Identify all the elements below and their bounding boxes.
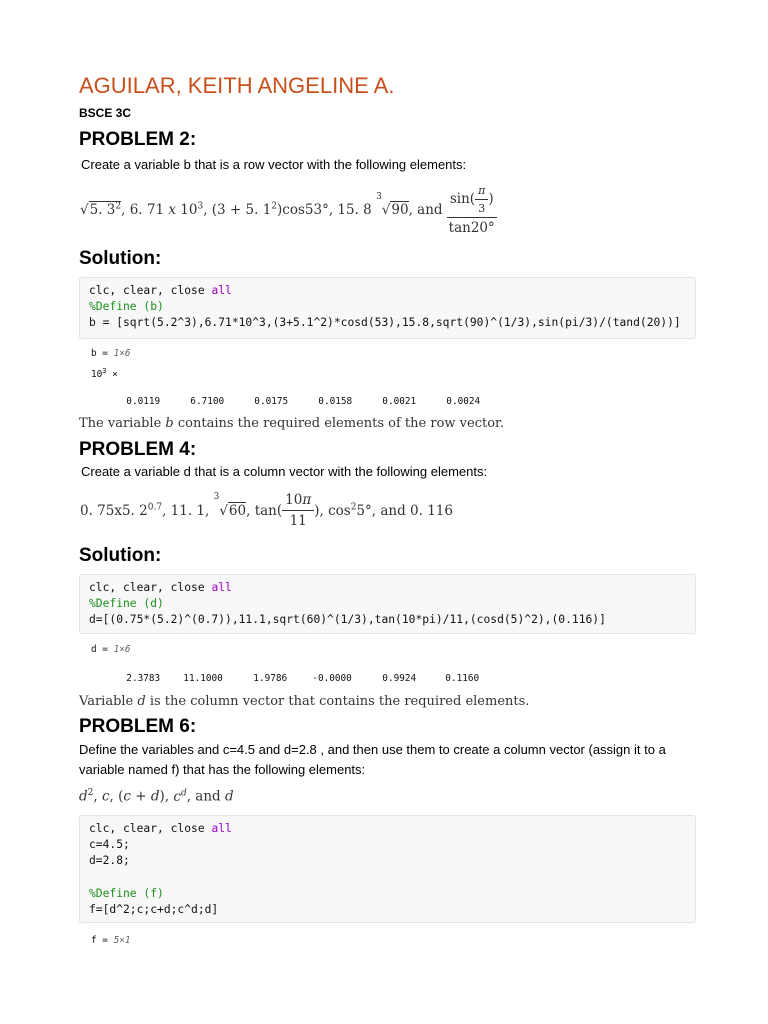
problem-2-code-block[interactable] — [79, 277, 696, 339]
problem-6-prompt: Define the variables and c=4.5 and d=2.8 , and then use them to create a column vector (assign it to a variable named f) that has the following elements: — [79, 742, 666, 777]
problem-6-output-header: f = 5×1 — [91, 935, 131, 946]
problem-4-code-block[interactable] — [79, 574, 696, 634]
problem-2-title: PROBLEM 2: — [79, 129, 197, 150]
problem-2-conclusion: The variable b contains the required elements of the row vector. — [79, 416, 504, 431]
problem-6-formula: $d^2$, c, (c + d), $c^d$, and d — [79, 788, 234, 805]
problem-4-output-header: d = 1×6 — [91, 644, 131, 655]
code-line: clc, clear, close all — [89, 581, 232, 594]
code-line: b = [sqrt(5.2^3),6.71*10^3,(3+5.1^2)*cosd(53),15.8,sqrt(90)^(1/3),sin(pi/3)/(tand(20))] — [89, 316, 681, 330]
code-comment: %Define (b) — [89, 300, 164, 314]
code-line: f=[d^2;c;c+d;c^d;d] — [89, 902, 219, 916]
code-line: d=2.8; — [89, 854, 130, 868]
problem-4-output-values: 2.3783 11.1000 1.9786 -0.0000 0.9924 0.1160 — [126, 673, 480, 684]
code-line: clc, clear, close all — [89, 822, 232, 835]
code-line: c=4.5; — [89, 838, 130, 852]
problem-2-output-values: 0.0119 6.7100 0.0175 0.0158 0.0021 0.0024 — [126, 396, 481, 407]
problem-6-code-block[interactable] — [79, 815, 696, 923]
author-name: AGUILAR, KEITH ANGELINE A. — [79, 73, 395, 98]
problem-4-title: PROBLEM 4: — [79, 439, 197, 460]
problem-2-formula: √5. $3^2$, 6. 71 x $10^3$, (3 + 5. $1^2)\cos 53^\circ$, 15. 8 $^3$√90, and sin( $\frac{\pi}{3}$ ) tan20° — [80, 184, 495, 236]
problem-4-solution-title: Solution: — [79, 545, 162, 566]
code-comment: %Define (f) — [89, 886, 164, 900]
problem-4-prompt: Create a variable d that is a column vector with the following elements: — [81, 464, 488, 479]
problem-2-solution-title: Solution: — [79, 248, 162, 269]
problem-2-output-header: b = 1×6 — [91, 348, 131, 359]
problem-4-formula: 0. 75x5. $2^{0.7}$, 11. 1, $^3$√60, tan( $\frac{10\pi}{11}$ ), $\cos^25^\circ$, and 0. 116 — [80, 492, 453, 529]
code-comment: %Define (d) — [89, 597, 164, 611]
problem-2-prompt: Create a variable b that is a row vector with the following elements: — [81, 157, 467, 172]
problem-4-conclusion: Variable d is the column vector that contains the required elements. — [79, 694, 530, 709]
code-line: clc, clear, close all — [89, 284, 232, 297]
problem-2-output-scale: $10^3$ × — [91, 367, 118, 380]
problem-6-title: PROBLEM 6: — [79, 716, 197, 737]
code-line — [89, 870, 695, 886]
code-line: d=[(0.75*(5.2)^(0.7)),11.1,sqrt(60)^(1/3),tan(10*pi)/11,(cosd(5)^2),(0.116)] — [89, 613, 606, 627]
class-section: BSCE 3C — [79, 106, 132, 120]
